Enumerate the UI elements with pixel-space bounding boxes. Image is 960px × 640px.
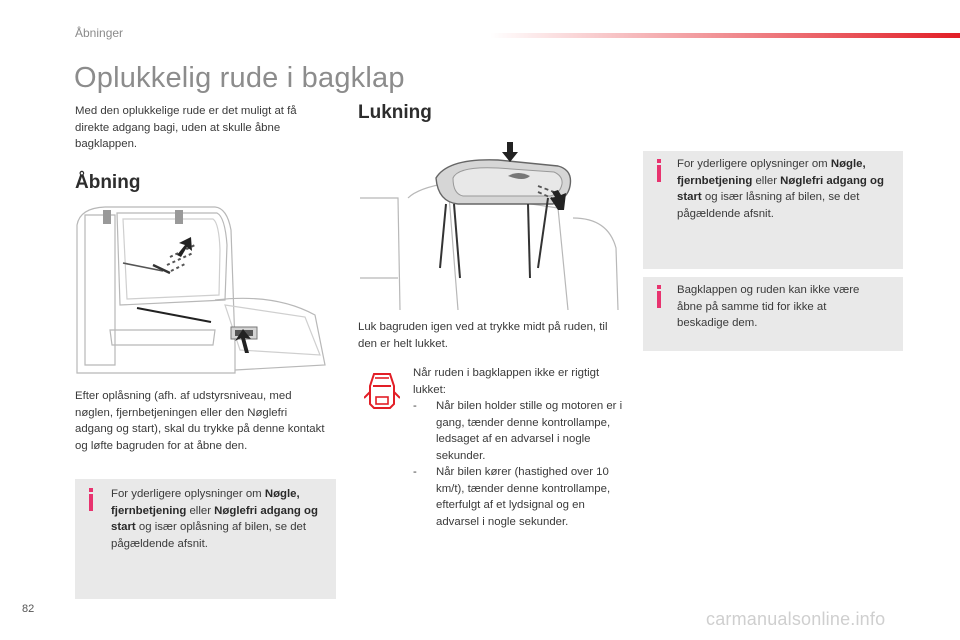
list-item: - Når bilen holder stille og motoren er i gang, tænder denne kontrollampe, ledsaget af en advarsel i nogle sekunder. <box>413 400 623 462</box>
info-icon <box>89 494 93 511</box>
info-box-locking <box>643 151 903 269</box>
door-open-warning-icon <box>364 370 400 412</box>
heading-closing: Lukning <box>358 102 432 123</box>
closing-text: Luk bagruden igen ved at trykke midt på ruden, til den er helt lukket. <box>358 321 608 350</box>
rear-window-closing-illustration <box>358 138 620 310</box>
page-number: 82 <box>22 603 35 615</box>
opening-text: Efter oplåsning (afh. af udstyrsniveau, med nøglen, fjernbetjeningen eller den Nøglefri adgang og start), skal du trykke på denne kontakt og løfte bagruden for at åbne den. <box>75 390 325 452</box>
page-title: Oplukkelig rude i bagklap <box>74 62 405 94</box>
section-label: Åbninger <box>75 26 124 40</box>
footer-watermark: carmanualsonline.info <box>706 609 886 629</box>
warning-intro: Når ruden i bagklappen ikke er rigtigt lukket: <box>413 367 600 396</box>
intro-text: Med den oplukkelige rude er det muligt at få direkte adgang bagi, uden at skulle åbne bagklappen. <box>75 105 297 150</box>
info-box-opening <box>75 479 336 599</box>
info-text-locking: For yderligere oplysninger om Nøgle, fjernbetjening eller Nøglefri adgang og start og især låsning af bilen, se det pågældende afsnit. <box>677 158 884 220</box>
info-box-note <box>643 277 903 351</box>
info-icon <box>657 291 661 308</box>
info-icon <box>657 165 661 182</box>
info-text-opening: For yderligere oplysninger om Nøgle, fjernbetjening eller Nøglefri adgang og start og især oplåsning af bilen, se det pågældende afsnit. <box>111 488 318 550</box>
header-rule <box>490 33 960 38</box>
heading-opening: Åbning <box>75 172 141 193</box>
warning-list <box>413 398 623 530</box>
list-item: - Når bilen kører (hastighed over 10 km/t), tænder denne kontrollampe, efterfulgt af et lydsignal og en advarsel i nogle sekunder. <box>413 466 611 528</box>
warning-block <box>413 365 623 530</box>
note-text: Bagklappen og ruden kan ikke være åbne på samme tid for ikke at beskadige dem. <box>677 284 860 329</box>
rear-window-opening-illustration <box>75 205 337 375</box>
